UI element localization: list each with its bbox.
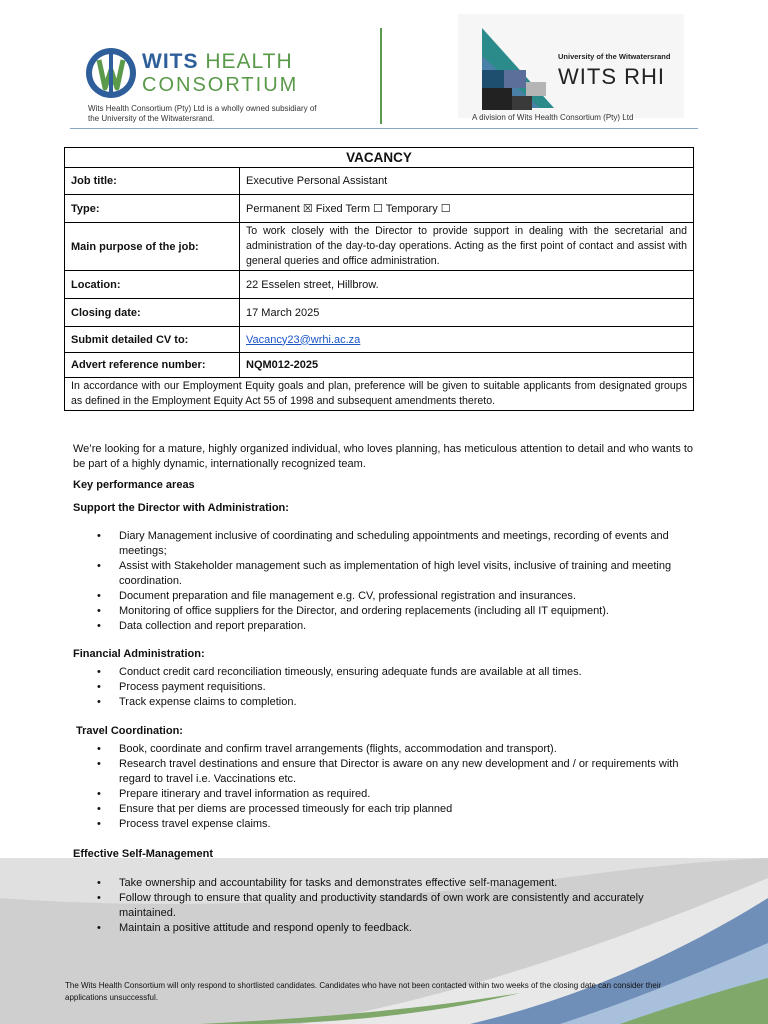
closing-date-label: Closing date: <box>65 299 240 327</box>
equity-note: In accordance with our Employment Equity goals and plan, preference will be given to suitable applicants from designated groups as defined in the Employment Equity Act 55 of 1998 and subsequent amendments thereto. <box>65 378 694 411</box>
closing-date-value: 17 March 2025 <box>240 299 694 327</box>
section-heading-self-management: Effective Self-Management <box>73 848 213 860</box>
list-item: • Maintain a positive attitude and respond openly to feedback. <box>119 921 699 936</box>
list-item: • Ensure that per diems are processed timeously for each trip planned <box>119 802 699 817</box>
list-item: • Process payment requisitions. <box>119 680 699 695</box>
list-item: • Data collection and report preparation. <box>119 619 699 634</box>
list-item: • Research travel destinations and ensure that Director is aware on any new development and / or requirements with regard to travel i.e. Vaccinations etc. <box>119 757 699 787</box>
location-label: Location: <box>65 271 240 299</box>
table-row <box>65 299 694 327</box>
purpose-label: Main purpose of the job: <box>65 223 240 271</box>
table-row <box>65 223 694 271</box>
advert-ref-value: NQM012-2025 <box>240 353 694 378</box>
list-item: • Conduct credit card reconciliation timeously, ensuring adequate funds are available at all times. <box>119 665 699 680</box>
wits-w-mark-icon <box>84 46 138 100</box>
purpose-value: To work closely with the Director to provide support in dealing with the secretarial and administration of the day-to-day operations. Acting as the first point of contact and assist with general queries and office administration. <box>240 223 694 271</box>
subsidiary-note: Wits Health Consortium (Pty) Ltd is a wholly owned subsidiary of the University of the Witwatersrand. <box>88 104 317 123</box>
submit-cv-label: Submit detailed CV to: <box>65 327 240 353</box>
kpa-heading: Key performance areas <box>73 479 195 491</box>
header-divider <box>380 28 382 124</box>
submit-cv-email-link[interactable]: Vacancy23@wrhi.ac.za <box>246 333 361 346</box>
location-value: 22 Esselen street, Hillbrow. <box>240 271 694 299</box>
logo-wordmark-line2: CONSORTIUM <box>142 74 299 96</box>
wits-rhi-logo <box>458 14 684 118</box>
list-item: • Process travel expense claims. <box>119 817 699 832</box>
table-row <box>65 378 694 411</box>
self-management-list <box>119 876 699 936</box>
list-item: • Track expense claims to completion. <box>119 695 699 710</box>
list-item: • Diary Management inclusive of coordinating and scheduling appointments and meetings, recording of events and meetings; <box>119 529 699 559</box>
list-item: • Prepare itinerary and travel information as required. <box>119 787 699 802</box>
vacancy-title: VACANCY <box>65 148 694 168</box>
intro-paragraph: We’re looking for a mature, highly organized individual, who loves planning, has meticulous attention to detail and who wants to be part of a highly dynamic, internationally recognized team. <box>73 443 693 470</box>
list-item: • Take ownership and accountability for tasks and demonstrates effective self-management. <box>119 876 699 891</box>
vacancy-table <box>64 147 694 411</box>
list-item: • Document preparation and file management e.g. CV, professional registration and insurances. <box>119 589 699 604</box>
admin-list <box>119 529 699 634</box>
list-item: • Book, coordinate and confirm travel arrangements (flights, accommodation and transport). <box>119 742 699 757</box>
table-row <box>65 195 694 223</box>
table-row <box>65 168 694 195</box>
rhi-wordmark: WITS RHI <box>558 64 665 89</box>
type-value: Permanent ☒ Fixed Term ☐ Temporary ☐ <box>240 195 694 223</box>
job-title-label: Job title: <box>65 168 240 195</box>
finance-list <box>119 665 699 710</box>
table-row <box>65 271 694 299</box>
section-heading-finance: Financial Administration: <box>73 648 205 660</box>
list-item: • Assist with Stakeholder management such as implementation of high level visits, inclusive of training and meeting coordination. <box>119 559 699 589</box>
list-item: • Monitoring of office suppliers for the Director, and ordering replacements (including all IT equipment). <box>119 604 699 619</box>
table-row <box>65 327 694 353</box>
type-label: Type: <box>65 195 240 223</box>
submit-cv-cell <box>240 327 694 353</box>
division-note: A division of Wits Health Consortium (Pty) Ltd <box>472 113 634 122</box>
travel-list <box>119 742 699 832</box>
job-title-value: Executive Personal Assistant <box>240 168 694 195</box>
list-item: • Follow through to ensure that quality and productivity standards of own work are consistently and accurately maintained. <box>119 891 699 921</box>
header-rule <box>70 128 698 129</box>
table-row <box>65 353 694 378</box>
rhi-triangle-mark-icon <box>480 26 554 110</box>
vacancy-title-row <box>65 148 694 168</box>
section-heading-travel: Travel Coordination: <box>76 725 183 737</box>
section-heading-admin: Support the Director with Administration: <box>73 502 289 514</box>
advert-ref-label: Advert reference number: <box>65 353 240 378</box>
footer-note: The Wits Health Consortium will only respond to shortlisted candidates. Candidates who have not been contacted within two weeks of the closing date can consider their applications unsuccessful. <box>65 981 662 1002</box>
logo-wordmark-line1: WITS HEALTH <box>142 50 293 73</box>
rhi-university-label: University of the Witwatersrand <box>558 52 671 61</box>
wits-health-consortium-logo <box>84 44 324 104</box>
